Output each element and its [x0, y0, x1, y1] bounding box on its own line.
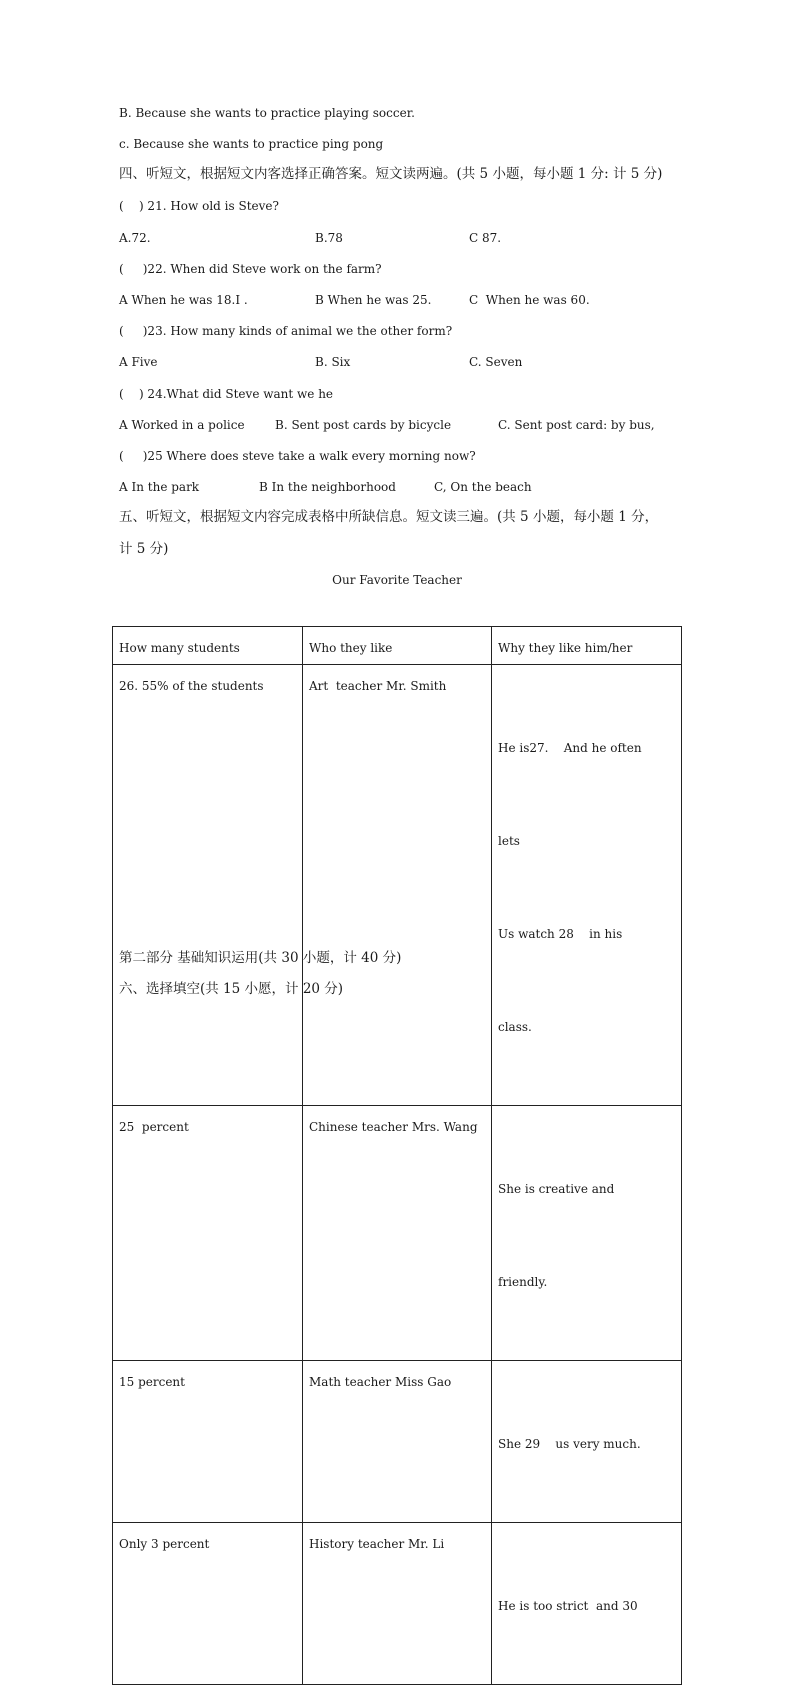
- table-title: Our Favorite Teacher: [332, 573, 462, 587]
- option-c-text: c. Because she wants to practice ping pong: [119, 137, 384, 151]
- reason-line: lets: [498, 834, 520, 848]
- header-teacher: Who they like: [303, 627, 492, 665]
- reason-line: friendly.: [498, 1275, 548, 1289]
- cell-reason: [492, 1106, 682, 1361]
- reason-line: class.: [498, 1020, 532, 1034]
- section6-heading: 六、选择填空(共 15 小愿，计 20 分): [119, 981, 344, 997]
- option-a: A When he was 18.I .: [119, 293, 248, 307]
- header-reason: Why they like him/her: [492, 627, 682, 665]
- option-c: C, On the beach: [434, 480, 532, 494]
- cell-reason: [492, 665, 682, 1106]
- header-students: How many students: [113, 627, 303, 665]
- section4-heading: 四、听短文，根据短文内客选择正确答案。短文读两遍。(共 5 小题，每小题 1 分: 计 5 分): [119, 166, 663, 182]
- option-b: B. Six: [315, 355, 351, 369]
- option-b: B When he was 25.: [315, 293, 432, 307]
- option-a: A Five: [119, 355, 158, 369]
- option-b-text: B. Because she wants to practice playing soccer.: [119, 106, 415, 120]
- table-header-row: [113, 627, 682, 665]
- table-row: [113, 1106, 682, 1361]
- cell-students: 15 percent: [113, 1361, 303, 1523]
- option-b: B. Sent post cards by bicycle: [275, 418, 452, 432]
- cell-teacher: Chinese teacher Mrs. Wang: [303, 1106, 492, 1361]
- table-row: [113, 1361, 682, 1523]
- option-c: C 87.: [469, 231, 502, 245]
- cell-students: 25 percent: [113, 1106, 303, 1361]
- part2-heading: 第二部分 基础知识运用(共 30 小题，计 40 分): [119, 950, 402, 966]
- option-c: C. Sent post card: by bus,: [498, 418, 655, 432]
- section5-heading-cont: 计 5 分): [119, 541, 169, 557]
- option-c: C When he was 60.: [469, 293, 590, 307]
- cell-teacher: Math teacher Miss Gao: [303, 1361, 492, 1523]
- reason-line: She is creative and: [498, 1182, 615, 1196]
- reason-line: Us watch 28 in his: [498, 927, 623, 941]
- cell-students: Only 3 percent: [113, 1523, 303, 1685]
- cell-teacher: Art teacher Mr. Smith: [303, 665, 492, 1106]
- question-stem: ( )25 Where does steve take a walk every morning now?: [119, 449, 476, 463]
- option-c: C. Seven: [469, 355, 523, 369]
- cell-reason: [492, 1361, 682, 1523]
- question-stem: ( )23. How many kinds of animal we the other form?: [119, 324, 453, 338]
- cell-reason: [492, 1523, 682, 1685]
- question-stem: ( ) 24.What did Steve want we he: [119, 387, 334, 401]
- cell-teacher: History teacher Mr. Li: [303, 1523, 492, 1685]
- section5-heading: 五、听短文，根据短文内容完成表格中所缺信息。短文读三遍。(共 5 小题，每小题 1 分，: [119, 509, 659, 525]
- table-row: [113, 665, 682, 1106]
- option-a: A In the park: [119, 480, 200, 494]
- table-row: [113, 1523, 682, 1685]
- option-b: B In the neighborhood: [259, 480, 396, 494]
- option-b: B.78: [315, 231, 343, 245]
- option-a: A Worked in a police: [119, 418, 245, 432]
- reason-line: He is27. And he often: [498, 741, 642, 755]
- cell-students: 26. 55% of the students: [113, 665, 303, 1106]
- question-stem: ( ) 21. How old is Steve?: [119, 199, 279, 213]
- reason-line: He is too strict and 30: [498, 1599, 638, 1613]
- option-a: A.72.: [119, 231, 151, 245]
- favorite-teacher-table: [112, 626, 682, 1685]
- question-stem: ( )22. When did Steve work on the farm?: [119, 262, 382, 276]
- reason-line: She 29 us very much.: [498, 1437, 641, 1451]
